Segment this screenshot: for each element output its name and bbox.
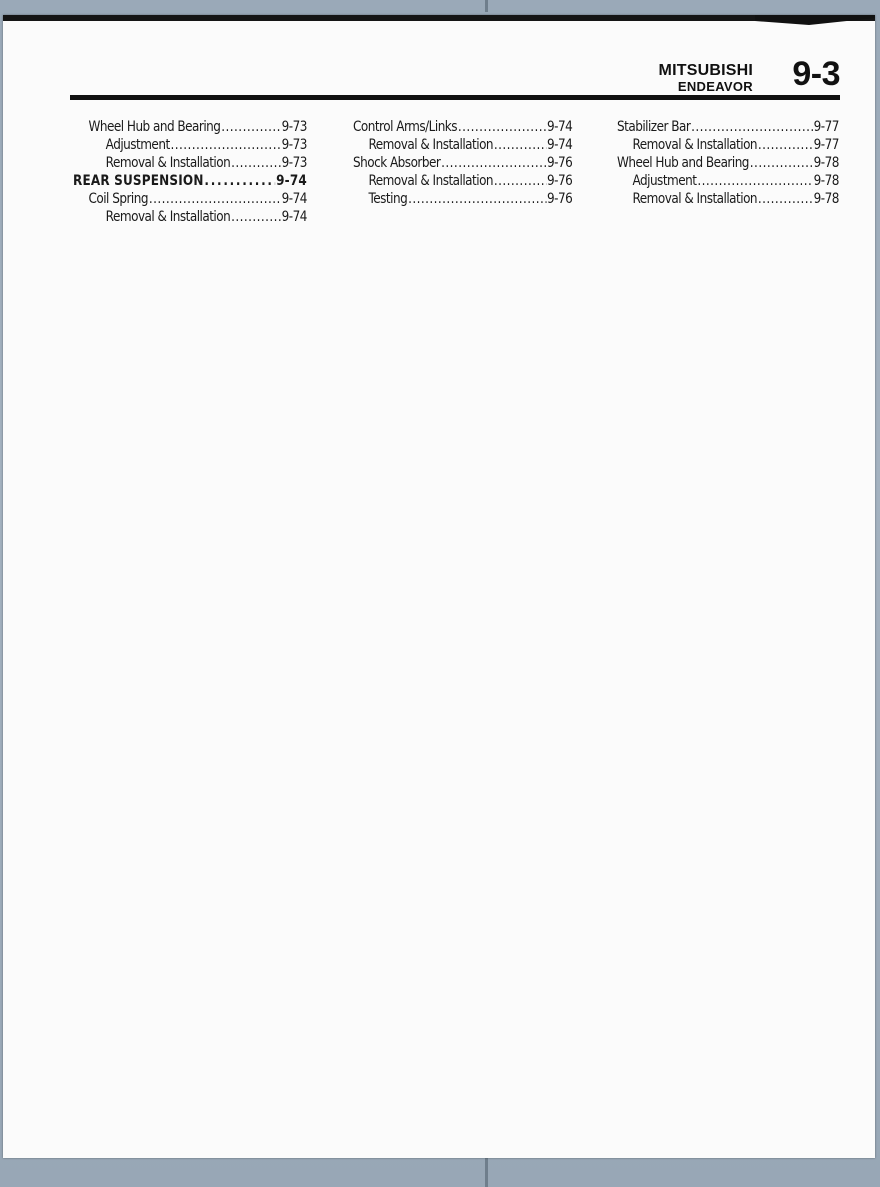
toc-entry-page: 9-78 — [813, 155, 839, 171]
toc-entry[interactable] — [617, 154, 839, 172]
toc-entry-page: 9-76 — [547, 155, 573, 171]
toc-leader-dots — [231, 208, 281, 226]
toc-entry-label: Wheel Hub and Bearing — [617, 155, 749, 171]
toc-entry-page: 9-78 — [813, 191, 839, 207]
toc-leader-dots — [171, 136, 281, 154]
toc-entry[interactable] — [617, 118, 839, 136]
toc-leader-dots — [691, 118, 813, 136]
toc-column-2 — [353, 118, 572, 208]
toc-entry-page: 9-74 — [281, 209, 307, 225]
toc-leader-dots — [231, 154, 281, 172]
header-rule — [70, 95, 840, 100]
toc-entry[interactable] — [617, 136, 839, 154]
toc-section-heading[interactable] — [73, 172, 307, 190]
toc-entry-page: 9-74 — [281, 191, 307, 207]
toc-entry-page: 9-77 — [813, 137, 839, 153]
toc-entry-label: Removal & Installation — [368, 173, 494, 189]
document-page — [3, 15, 875, 1158]
toc-entry-label: Removal & Installation — [105, 155, 231, 171]
toc-leader-dots — [204, 172, 275, 190]
binding-spine-top — [485, 0, 488, 12]
toc-entry-label: Stabilizer Bar — [617, 119, 691, 135]
toc-entry[interactable] — [73, 208, 307, 226]
toc-entry-page: 9-74 — [547, 137, 573, 153]
toc-leader-dots — [221, 118, 281, 136]
toc-entry-label: Removal & Installation — [368, 137, 494, 153]
toc-entry-label: Control Arms/Links — [353, 119, 458, 135]
toc-entry[interactable] — [353, 136, 572, 154]
toc-entry-label: Adjustment — [632, 173, 697, 189]
toc-leader-dots — [494, 172, 546, 190]
toc-entry-label: Removal & Installation — [105, 209, 231, 225]
toc-entry-page: 9-78 — [813, 173, 839, 189]
toc-leader-dots — [408, 190, 546, 208]
toc-entry[interactable] — [73, 190, 307, 208]
page-number: 9-3 — [792, 55, 840, 93]
toc-entry-page: 9-76 — [547, 173, 573, 189]
toc-leader-dots — [697, 172, 812, 190]
toc-entry-page: 9-73 — [281, 137, 307, 153]
toc-leader-dots — [149, 190, 281, 208]
toc-leader-dots — [750, 154, 813, 172]
toc-leader-dots — [441, 154, 546, 172]
toc-entry[interactable] — [353, 154, 572, 172]
page-header — [3, 21, 875, 121]
toc-entry[interactable] — [353, 118, 572, 136]
toc-entry-label: Adjustment — [105, 137, 170, 153]
toc-entry-label: Removal & Installation — [632, 137, 758, 153]
toc-entry-label: REAR SUSPENSION — [73, 173, 204, 189]
toc-entry-page: 9-73 — [281, 119, 307, 135]
toc-entry-page: 9-73 — [281, 155, 307, 171]
toc-entry[interactable] — [353, 190, 572, 208]
toc-entry-label: Testing — [368, 191, 408, 207]
toc-entry-label: Removal & Installation — [632, 191, 758, 207]
brand-block — [659, 63, 753, 93]
toc-leader-dots — [494, 136, 546, 154]
toc-entry-label: Shock Absorber — [353, 155, 441, 171]
toc-entry-page: 9-77 — [813, 119, 839, 135]
toc-entry-label: Coil Spring — [88, 191, 148, 207]
toc-leader-dots — [758, 136, 813, 154]
toc-entry[interactable] — [73, 118, 307, 136]
toc-entry[interactable] — [617, 172, 839, 190]
toc-entry[interactable] — [617, 190, 839, 208]
toc-column-3 — [617, 118, 839, 208]
toc-entry-page: 9-74 — [547, 119, 573, 135]
toc-entry[interactable] — [353, 172, 572, 190]
toc-column-1 — [73, 118, 307, 226]
toc-entry[interactable] — [73, 154, 307, 172]
brand-name: MITSUBISHI — [658, 62, 753, 79]
model-name: ENDEAVOR — [677, 79, 753, 94]
toc-entry-page: 9-74 — [276, 173, 307, 189]
toc-entry-page: 9-76 — [547, 191, 573, 207]
toc-leader-dots — [758, 190, 813, 208]
toc-entry-label: Wheel Hub and Bearing — [88, 119, 221, 135]
toc-leader-dots — [458, 118, 546, 136]
toc-entry[interactable] — [73, 136, 307, 154]
